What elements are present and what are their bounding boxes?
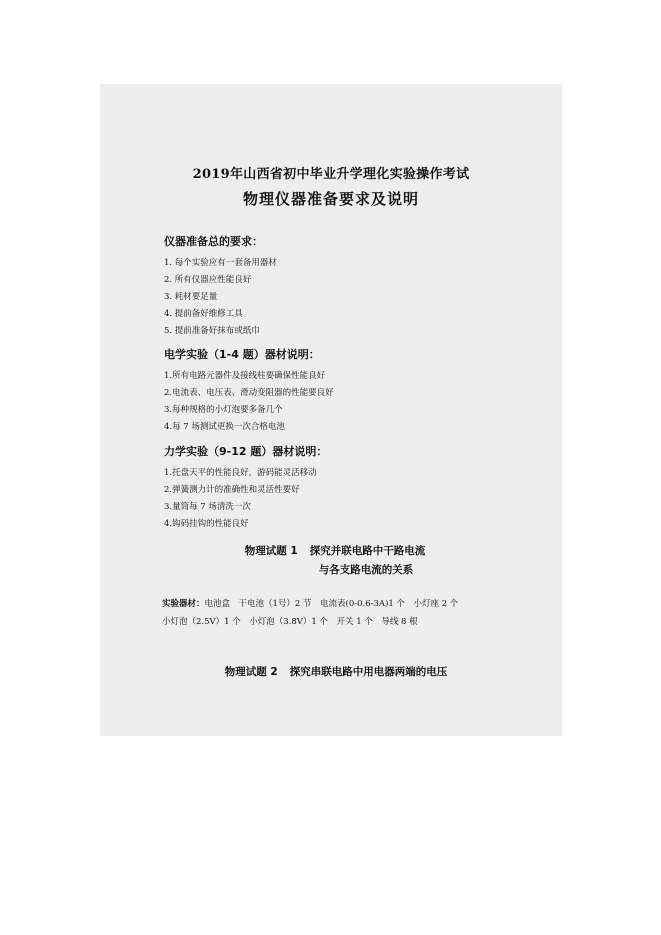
list-item: 3.量筒每 7 场清洗一次	[164, 502, 251, 512]
question-2-heading	[100, 664, 562, 679]
equipment-line	[162, 595, 512, 613]
list-item: 4. 提前备好维修工具	[164, 309, 243, 319]
list-item: 2. 所有仪器应性能良好	[164, 275, 252, 285]
question-1-title-continued: 与各支路电流的关系	[318, 564, 414, 576]
question-1-label: 物理试题 1	[244, 545, 298, 557]
mechanics-section	[164, 444, 504, 533]
electrical-list	[164, 368, 504, 436]
document-subtitle: 物理仪器准备要求及说明	[242, 190, 419, 208]
list-item: 3. 耗材要足量	[164, 292, 218, 302]
mechanics-list	[164, 465, 504, 533]
section-heading: 电学实验（1-4 题）器材说明：	[164, 348, 320, 361]
equipment-line: 小灯泡（2.5V）1 个 小灯泡（3.8V）1 个 开关 1 个 导线 8 根	[162, 617, 418, 627]
requirements-list	[164, 255, 504, 340]
list-item: 1.托盘天平的性能良好，游码能灵活移动	[164, 468, 317, 478]
list-item: 4.钩码挂钩的性能良好	[164, 519, 249, 529]
question-2-label: 物理试题 2	[224, 666, 278, 678]
equipment-list	[162, 595, 512, 631]
section-heading: 仪器准备总的要求：	[164, 235, 263, 248]
scanned-page	[100, 84, 562, 736]
list-item: 5. 提前准备好抹布或纸巾	[164, 326, 260, 336]
question-2-title: 探究串联电路中用电器两端的电压	[289, 666, 448, 678]
list-item: 2.电流表、电压表、滑动变阻器的性能要良好	[164, 388, 334, 398]
general-requirements-section	[164, 234, 504, 340]
list-item: 4.每 7 场测试更换一次合格电池	[164, 422, 285, 432]
list-item: 1. 每个实验应有一套备用器材	[164, 258, 277, 268]
question-1-title: 探究并联电路中干路电流	[309, 545, 426, 557]
equipment-items: 电池盒 干电池（1号）2 节 电流表(0-0.6-3A)1 个 小灯座 2 个	[204, 599, 459, 609]
equipment-label: 实验器材：	[162, 599, 205, 609]
list-item: 1.所有电路元器件及接线柱要确保性能良好	[164, 371, 326, 381]
document-title: 2019年山西省初中毕业升学理化实验操作考试	[192, 167, 470, 182]
list-item: 2.弹簧测力计的准确性和灵活性要好	[164, 485, 300, 495]
list-item: 3.每种规格的小灯泡要多备几个	[164, 405, 283, 415]
question-1-heading	[100, 543, 562, 558]
electrical-section	[164, 347, 504, 436]
section-heading: 力学实验（9-12 题）器材说明：	[164, 445, 328, 458]
